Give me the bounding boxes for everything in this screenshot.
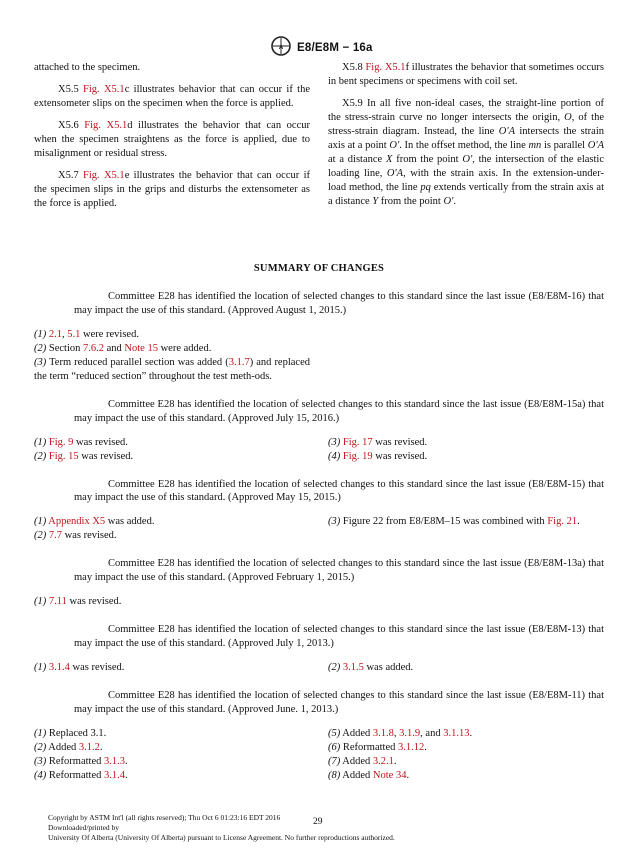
text-run: at a distance: [328, 153, 386, 165]
change-item: [328, 515, 604, 529]
change-item: [328, 661, 604, 675]
text-run: c illustrates behavior that can occur if the extensometer slips on the specimen when the force is applied.: [34, 83, 310, 109]
change-block-intro: Committee E28 has identified the location of selected changes to this standard since the last issue (E8/E8M-16) that may impact the use of this standard. (Approved August 1, 2015.): [74, 291, 604, 316]
text-run: was revised.: [73, 436, 128, 448]
change-list-left: [34, 661, 310, 675]
change-list-right: [328, 515, 604, 543]
italic-text: O'A: [587, 139, 604, 151]
change-item: [34, 328, 310, 342]
text-run: from the point: [392, 153, 463, 165]
text-run: was revised.: [62, 530, 117, 542]
cross-reference-link[interactable]: 7.6.2: [83, 342, 104, 354]
cross-reference-link[interactable]: 3.1.12: [397, 741, 425, 753]
text-run: Added: [340, 769, 373, 781]
change-item: [34, 436, 310, 450]
text-run: Reformatted: [46, 769, 104, 781]
change-block-intro: Committee E28 has identified the location of selected changes to this standard since the last issue (E8/E8M-11) that may impact the use of this standard. (Approved June. 1, 2013.): [74, 690, 604, 716]
italic-text: (3): [34, 356, 47, 368]
cross-reference-link[interactable]: 2.1: [48, 328, 62, 340]
change-block: [34, 478, 604, 544]
cross-reference-link[interactable]: 3.1.4: [103, 769, 125, 781]
text-run: is parallel: [541, 139, 588, 151]
summary-section: [34, 290, 604, 797]
text-run: .: [124, 769, 128, 781]
change-list: [34, 328, 604, 384]
text-run: Reformatted: [46, 755, 104, 767]
italic-text: (2): [34, 450, 47, 462]
cross-reference-link[interactable]: 7.11: [48, 596, 67, 608]
italic-text: O': [443, 195, 454, 207]
change-list-right: [328, 436, 604, 464]
text-run: X5.7: [58, 169, 84, 181]
footer-line-license: University Of Alberta (University Of Alberta) pursuant to License Agreement. No further reproductions authorized.: [48, 833, 395, 843]
italic-text: O'A: [386, 167, 404, 179]
text-run: e illustrates the behavior that can occur if the specimen slips in the grips and disturbs the extensometer as the force is applied.: [34, 169, 310, 209]
change-item: [328, 769, 604, 783]
italic-text: (1): [34, 727, 47, 739]
cross-reference-link[interactable]: Fig. X5.1: [83, 83, 125, 95]
text-run: was revised.: [66, 596, 122, 608]
italic-text: O': [462, 153, 473, 165]
cross-reference-link[interactable]: 3.1.5: [342, 662, 364, 674]
cross-reference-link[interactable]: Fig. X5.1: [83, 169, 125, 181]
change-list-left: [34, 727, 310, 783]
text-run: Section: [46, 342, 83, 354]
change-item: [328, 436, 604, 450]
change-list-left: [34, 328, 310, 384]
change-list-right: [328, 727, 604, 783]
italic-text: (4): [328, 450, 341, 462]
text-run: Added: [340, 755, 373, 767]
paragraph-x5-5: [34, 83, 310, 111]
italic-text: (3): [328, 436, 341, 448]
text-run: Reformatted: [340, 741, 398, 753]
text-run: .: [406, 769, 410, 781]
change-item: [328, 450, 604, 464]
cross-reference-link[interactable]: Fig. 9: [48, 436, 74, 448]
change-list-left: [34, 515, 310, 543]
cross-reference-link[interactable]: Fig. X5.1: [84, 119, 128, 131]
text-run: Figure 22 from E8/E8M–15 was combined with: [340, 516, 548, 528]
change-item: [34, 342, 310, 356]
cross-reference-link[interactable]: Fig. 17: [342, 436, 373, 448]
cross-reference-link[interactable]: 7.7: [48, 530, 62, 542]
italic-text: mn: [528, 139, 542, 151]
text-run: ,: [62, 328, 68, 340]
text-run: extends vertically from the strain axis at a distance: [328, 181, 604, 207]
change-list: [34, 436, 604, 464]
italic-text: O'A: [498, 125, 515, 137]
italic-text: (7): [328, 755, 341, 767]
cross-reference-link[interactable]: 3.2.1: [372, 755, 394, 767]
text-run: was revised.: [372, 436, 428, 448]
cross-reference-link[interactable]: 3.1.8: [372, 727, 394, 739]
italic-text: X: [386, 153, 393, 165]
text-run: .: [424, 741, 427, 753]
italic-text: (2): [328, 662, 341, 674]
text-run: was revised.: [78, 450, 134, 462]
change-list-left: [34, 436, 310, 464]
text-run: , the intersection of the elastic loading line,: [328, 153, 604, 179]
text-run: from the point: [378, 195, 444, 207]
text-run: ) and replaced the term “reduced section” throughout the test meth-ods.: [34, 356, 310, 382]
text-run: X5.6: [58, 119, 85, 131]
change-list: [34, 727, 604, 783]
change-item: [34, 727, 310, 741]
change-block-intro: Committee E28 has identified the location of selected changes to this standard since the last issue (E8/E8M-15) that may impact the use of this standard. (Approved May 15, 2015.): [74, 478, 604, 504]
change-item: [34, 529, 310, 543]
text-run: X5.9 In all five non-ideal cases, the straight-line portion of the stress-strain curve no longer intersects the origin,: [328, 97, 604, 123]
text-run: d illustrates the behavior that can occur when the specimen straightens as the force is applied, due to misalignment or residual stress.: [34, 119, 310, 159]
cross-reference-link[interactable]: Fig. 21: [547, 516, 578, 528]
italic-text: (5): [328, 727, 341, 739]
change-block-intro: Committee E28 has identified the location of selected changes to this standard since the last issue (E8/E8M-13) that may impact the use of this standard. (Approved July 1, 2013.): [74, 624, 604, 650]
cross-reference-link[interactable]: Appendix X5: [48, 516, 106, 528]
change-list-left: [34, 595, 310, 609]
cross-reference-link[interactable]: 3.1.13: [443, 727, 470, 739]
text-run: Term reduced parallel section was added (: [46, 356, 229, 368]
text-run: .: [469, 727, 473, 739]
italic-text: (4): [34, 769, 47, 781]
change-block: [34, 398, 604, 464]
cross-reference-link[interactable]: 3.1.9: [399, 727, 421, 739]
text-run: was added.: [105, 516, 155, 528]
change-item: [34, 741, 310, 755]
cross-reference-link[interactable]: Fig. 19: [342, 450, 373, 462]
cross-reference-link[interactable]: Fig. X5.1: [365, 62, 406, 73]
text-run: Replaced 3.1.: [46, 727, 107, 739]
change-item: [328, 727, 604, 741]
cross-reference-link[interactable]: Note 34: [372, 769, 407, 781]
change-item: [34, 755, 310, 769]
text-run: were revised.: [80, 328, 139, 340]
text-run: attached to the specimen.: [34, 62, 141, 73]
text-run: ,: [393, 727, 400, 739]
astm-logo-icon: [270, 36, 292, 61]
italic-text: (6): [328, 741, 341, 753]
italic-text: (3): [328, 516, 341, 528]
italic-text: (1): [34, 436, 47, 448]
italic-text: (1): [34, 516, 47, 528]
change-list: [34, 595, 604, 609]
document-id: E8/E8M − 16a: [297, 41, 373, 54]
italic-text: O': [389, 139, 400, 151]
change-item: [34, 769, 310, 783]
text-run: were added.: [157, 342, 212, 354]
cross-reference-link[interactable]: 3.1.7: [228, 356, 250, 368]
change-item: [34, 515, 310, 529]
italic-text: (1): [34, 662, 47, 674]
change-block: [34, 290, 604, 384]
text-run: , of the stress-strain diagram. Instead, the line: [328, 111, 604, 137]
text-run: X5.8: [342, 62, 366, 73]
paragraph-x5-9: [328, 97, 604, 209]
cross-reference-link[interactable]: Fig. 15: [48, 450, 79, 462]
text-run: was added.: [363, 662, 414, 674]
change-list: [34, 515, 604, 543]
text-run: , and: [420, 727, 444, 739]
cross-reference-link[interactable]: 3.1.3: [103, 755, 125, 767]
italic-text: O: [564, 111, 572, 123]
italic-text: (1): [34, 328, 47, 340]
page-number: 29: [313, 817, 323, 827]
text-run: X5.5: [58, 83, 84, 95]
cross-reference-link[interactable]: 3.1.2: [78, 741, 100, 753]
italic-text: (1): [34, 596, 47, 608]
text-run: .: [577, 516, 580, 528]
italic-text: pq: [420, 181, 431, 193]
cross-reference-link[interactable]: 5.1: [67, 328, 81, 340]
change-block-intro: Committee E28 has identified the location of selected changes to this standard since the last issue (E8/E8M-13a) that may impact the use of this standard. (Approved February 1, 2015.): [74, 558, 604, 584]
change-item: [328, 755, 604, 769]
change-block: [34, 557, 604, 609]
footer-line-copyright: Copyright by ASTM Int'l (all rights reserved); Thu Oct 6 01:23:16 EDT 2016: [48, 813, 281, 822]
text-run: .: [124, 755, 128, 767]
change-block: [34, 623, 604, 675]
page-header: [270, 36, 373, 61]
text-run: . In the offset method, the line: [399, 139, 529, 151]
paragraph-x5-7: [34, 169, 310, 211]
text-run: f illustrates the behavior that sometimes occurs in bent specimens or specimens with coil set.: [328, 62, 604, 87]
change-item: [328, 741, 604, 755]
text-run: intersects the strain axis at a point: [328, 125, 605, 151]
italic-text: (8): [328, 769, 341, 781]
italic-text: (2): [34, 342, 47, 354]
left-column: [34, 61, 310, 211]
copyright-footer: [48, 813, 468, 843]
change-block-intro: Committee E28 has identified the location of selected changes to this standard since the last issue (E8/E8M-15a) that may impact the use of this standard. (Approved July 15, 2016.): [74, 398, 604, 424]
text-run: , with the strain axis. In the extension-under-load method, the line: [328, 167, 604, 193]
change-item: [34, 450, 310, 464]
text-run: Added: [340, 727, 373, 739]
paragraph-x5-8: [328, 61, 604, 89]
italic-text: (2): [34, 530, 47, 542]
svg-text:A: A: [278, 45, 284, 51]
change-block: [34, 689, 604, 783]
text-run: .: [393, 755, 397, 767]
text-run: was revised.: [372, 450, 428, 462]
italic-text: Y: [372, 195, 379, 207]
text-run: .: [99, 741, 103, 753]
cross-reference-link[interactable]: Note 15: [124, 342, 158, 354]
summary-heading: SUMMARY OF CHANGES: [253, 263, 385, 274]
change-list: [34, 661, 604, 675]
text-run: and: [104, 342, 125, 354]
paragraph-continuation: [34, 61, 310, 75]
change-item: [34, 661, 310, 675]
change-item: [34, 356, 310, 384]
right-column: [328, 61, 604, 209]
text-run: .: [453, 195, 456, 207]
italic-text: (2): [34, 741, 47, 753]
cross-reference-link[interactable]: 3.1.4: [48, 662, 70, 674]
footer-line-downloaded: Downloaded/printed by: [48, 823, 120, 833]
change-item: [34, 595, 310, 609]
change-list-right: [328, 661, 604, 675]
italic-text: (3): [34, 755, 47, 767]
paragraph-x5-6: [34, 119, 310, 161]
text-run: Added: [46, 741, 79, 753]
text-run: was revised.: [69, 662, 125, 674]
